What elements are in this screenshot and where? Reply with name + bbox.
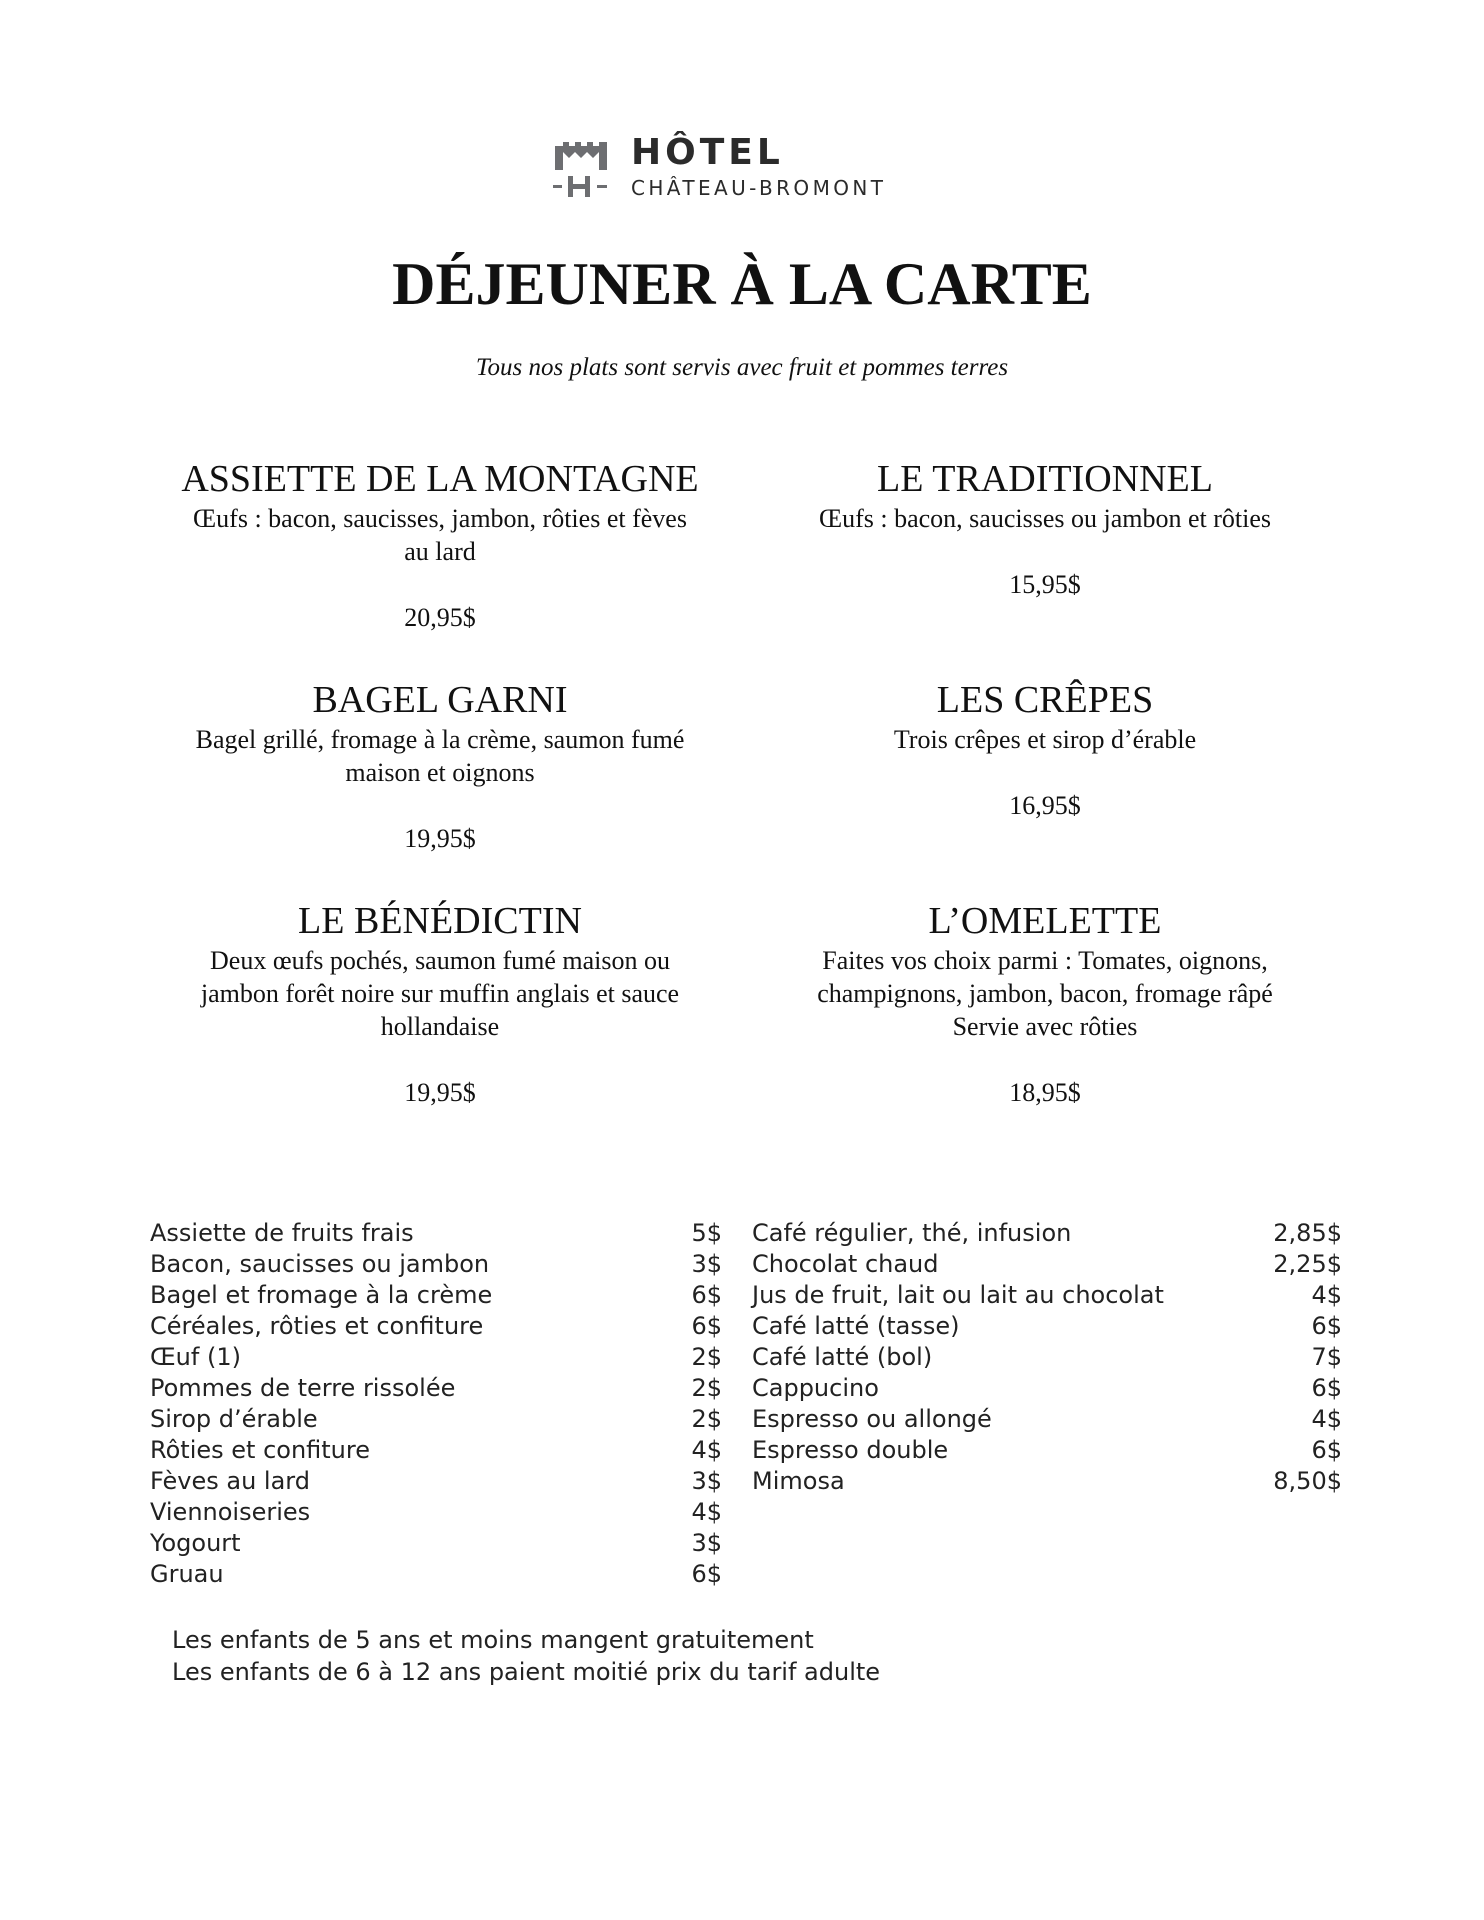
dish-description-line: Œufs : bacon, saucisses, jambon, rôties et fèves [193, 504, 687, 533]
dish-price: 18,95$ [1009, 1078, 1081, 1107]
list-item [150, 1249, 722, 1280]
dish-description-line: jambon forêt noire sur muffin anglais et sauce [200, 979, 680, 1008]
list-item [752, 1404, 1342, 1435]
list-item [150, 1280, 722, 1311]
dish-description-line: Faites vos choix parmi : Tomates, oignons, [822, 946, 1268, 975]
dish-crepes [750, 677, 1340, 822]
extra-item-name: Sirop d’érable [150, 1405, 318, 1433]
extra-item-name: Œuf (1) [150, 1343, 241, 1371]
extra-item-name: Mimosa [752, 1467, 845, 1495]
extra-item-name: Espresso double [752, 1436, 949, 1464]
list-item [150, 1404, 722, 1435]
list-item [150, 1435, 722, 1466]
extra-item-price: 3$ [691, 1250, 722, 1278]
extra-item-price: 6$ [691, 1281, 722, 1309]
extra-item-name: Gruau [150, 1560, 224, 1588]
extra-item-name: Jus de fruit, lait ou lait au chocolat [752, 1281, 1164, 1309]
dish-description-line: Bagel grillé, fromage à la crème, saumon fumé [195, 725, 685, 754]
logo-hotel-word: HÔTEL [631, 132, 784, 173]
dish-price: 16,95$ [1009, 791, 1081, 820]
dish-description-line: Servie avec rôties [952, 1012, 1138, 1041]
extra-item-price: 6$ [1311, 1436, 1342, 1464]
extras-food-list [150, 1218, 722, 1590]
extra-item-price: 2,25$ [1273, 1250, 1342, 1278]
dish-name: LES CRÊPES [936, 679, 1154, 721]
list-item [752, 1435, 1342, 1466]
extra-item-price: 2$ [691, 1343, 722, 1371]
extra-item-price: 6$ [691, 1312, 722, 1340]
list-item [150, 1218, 722, 1249]
dish-name: ASSIETTE DE LA MONTAGNE [181, 458, 699, 500]
extra-item-price: 6$ [691, 1560, 722, 1588]
page-subtitle: Tous nos plats sont servis avec fruit et pommes terres [475, 354, 1009, 381]
list-item [752, 1280, 1342, 1311]
list-item [150, 1559, 722, 1590]
list-item [752, 1249, 1342, 1280]
dish-bagel-garni [145, 677, 735, 855]
extra-item-name: Céréales, rôties et confiture [150, 1312, 484, 1340]
extra-item-name: Café latté (tasse) [752, 1312, 960, 1340]
list-item [150, 1342, 722, 1373]
dish-description-line: au lard [404, 537, 476, 566]
logo-hotel-name: CHÂTEAU-BROMONT [631, 176, 887, 200]
extra-item-price: 4$ [691, 1498, 722, 1526]
extra-item-name: Viennoiseries [150, 1498, 311, 1526]
extra-item-name: Café régulier, thé, infusion [752, 1219, 1072, 1247]
extra-item-price: 6$ [1311, 1312, 1342, 1340]
extra-item-name: Bagel et fromage à la crème [150, 1281, 493, 1309]
list-item [150, 1528, 722, 1559]
list-item [752, 1342, 1342, 1373]
dish-name: L’OMELETTE [928, 900, 1162, 942]
extra-item-price: 7$ [1311, 1343, 1342, 1371]
extra-item-price: 4$ [1311, 1405, 1342, 1433]
dish-price: 19,95$ [404, 1078, 476, 1107]
extra-item-name: Chocolat chaud [752, 1250, 939, 1278]
extra-item-price: 3$ [691, 1529, 722, 1557]
extra-item-price: 2,85$ [1273, 1219, 1342, 1247]
castle-h-logo-icon [553, 140, 609, 198]
extra-item-price: 4$ [691, 1436, 722, 1464]
list-item [150, 1466, 722, 1497]
note-line: Les enfants de 6 à 12 ans paient moitié prix du tarif adulte [172, 1658, 881, 1686]
dish-benedictin [145, 898, 735, 1109]
extra-item-price: 2$ [691, 1405, 722, 1433]
list-item [752, 1466, 1342, 1497]
extra-item-name: Pommes de terre rissolée [150, 1374, 456, 1402]
dish-price: 19,95$ [404, 824, 476, 853]
dish-omelette [750, 898, 1340, 1109]
extra-item-name: Assiette de fruits frais [150, 1219, 414, 1247]
extra-item-name: Café latté (bol) [752, 1343, 933, 1371]
extra-item-price: 4$ [1311, 1281, 1342, 1309]
extra-item-name: Yogourt [150, 1529, 241, 1557]
dish-name: BAGEL GARNI [312, 679, 568, 721]
dish-price: 20,95$ [404, 603, 476, 632]
extra-item-name: Espresso ou allongé [752, 1405, 992, 1433]
children-pricing-notes [172, 1624, 880, 1688]
extra-item-price: 2$ [691, 1374, 722, 1402]
extra-item-price: 6$ [1311, 1374, 1342, 1402]
extra-item-name: Bacon, saucisses ou jambon [150, 1250, 490, 1278]
note-line: Les enfants de 5 ans et moins mangent gratuitement [172, 1626, 814, 1654]
list-item [752, 1373, 1342, 1404]
list-item [752, 1218, 1342, 1249]
list-item [150, 1497, 722, 1528]
dish-name: LE TRADITIONNEL [877, 458, 1213, 500]
extra-item-name: Cappucino [752, 1374, 879, 1402]
dish-description-line: hollandaise [380, 1012, 500, 1041]
dish-description-line: maison et oignons [345, 758, 535, 787]
extra-item-price: 8,50$ [1273, 1467, 1342, 1495]
dish-assiette-montagne [145, 456, 735, 634]
extra-item-price: 5$ [691, 1219, 722, 1247]
page-title: DÉJEUNER À LA CARTE [392, 251, 1092, 317]
extra-item-price: 3$ [691, 1467, 722, 1495]
list-item [150, 1311, 722, 1342]
extra-item-name: Rôties et confiture [150, 1436, 370, 1464]
extra-item-name: Fèves au lard [150, 1467, 310, 1495]
dish-description-line: champignons, jambon, bacon, fromage râpé [817, 979, 1273, 1008]
list-item [752, 1311, 1342, 1342]
dish-name: LE BÉNÉDICTIN [298, 900, 582, 942]
dish-description-line: Deux œufs pochés, saumon fumé maison ou [210, 946, 670, 975]
dish-price: 15,95$ [1009, 570, 1081, 599]
extras-drinks-list [752, 1218, 1342, 1497]
list-item [150, 1373, 722, 1404]
dish-description-line: Trois crêpes et sirop d’érable [893, 725, 1197, 754]
dish-traditionnel [750, 456, 1340, 601]
dish-description-line: Œufs : bacon, saucisses ou jambon et rôties [818, 504, 1272, 533]
